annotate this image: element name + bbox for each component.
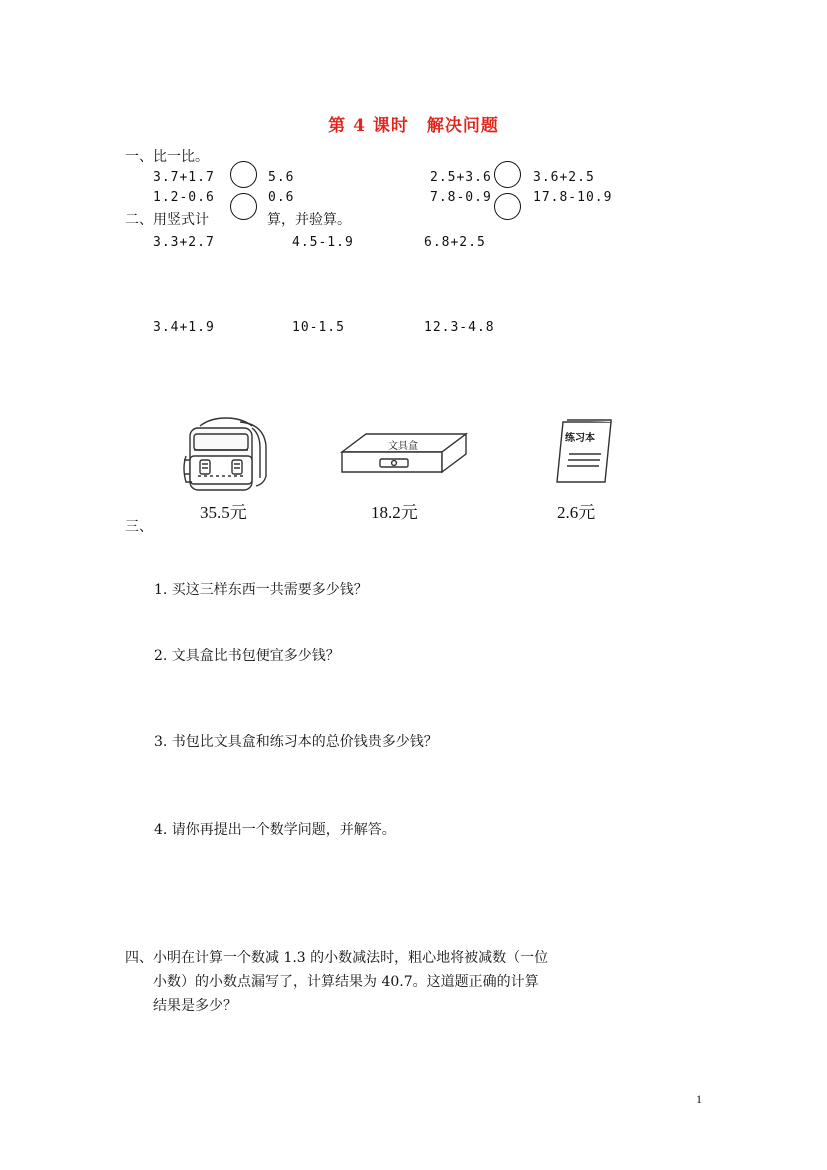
- notebook-icon: [555, 418, 613, 484]
- question: 2. 文具盒比书包便宜多少钱？: [154, 648, 340, 664]
- section3-heading: 三、: [125, 519, 153, 535]
- calc-problem: 3.4+1.9: [153, 320, 215, 335]
- page-title: 第 4 课时 解决问题: [328, 116, 499, 136]
- compare-expr: 3.7+1.7: [153, 170, 215, 185]
- notebook-label: 练习本: [565, 433, 595, 444]
- question: 1. 买这三样东西一共需要多少钱？: [154, 582, 368, 598]
- section2-heading-cont: 算，并验算。: [267, 212, 351, 228]
- section1-heading: 一、比一比。: [125, 149, 209, 165]
- section4-line: 小数）的小数点漏写了，计算结果为 40.7。这道题正确的计算: [153, 974, 539, 990]
- compare-circle[interactable]: [230, 161, 257, 188]
- question: 4. 请你再提出一个数学问题，并解答。: [154, 822, 396, 838]
- compare-expr: 0.6: [268, 190, 295, 205]
- compare-expr: 17.8-10.9: [533, 190, 613, 205]
- calc-problem: 10-1.5: [292, 320, 345, 335]
- question: 3. 书包比文具盒和练习本的总价钱贵多少钱？: [154, 734, 438, 750]
- compare-expr: 7.8-0.9: [430, 190, 492, 205]
- section4-line: 结果是多少？: [153, 998, 237, 1014]
- section2-heading: 二、用竖式计: [125, 212, 209, 228]
- calc-problem: 3.3+2.7: [153, 235, 215, 250]
- compare-expr: 3.6+2.5: [533, 170, 595, 185]
- section4-line: 小明在计算一个数减 1.3 的小数减法时，粗心地将被减数（一位: [153, 950, 549, 966]
- compare-circle[interactable]: [494, 193, 521, 220]
- backpack-icon: [180, 416, 272, 496]
- pencil-box-label: 文具盒: [388, 441, 418, 452]
- backpack-price: 35.5元: [200, 503, 247, 522]
- compare-circle[interactable]: [494, 161, 521, 188]
- notebook-price: 2.6元: [557, 503, 596, 522]
- compare-expr: 5.6: [268, 170, 295, 185]
- calc-problem: 6.8+2.5: [424, 235, 486, 250]
- section4-heading: 四、: [125, 950, 153, 966]
- calc-problem: 4.5-1.9: [292, 235, 354, 250]
- compare-expr: 1.2-0.6: [153, 190, 215, 205]
- compare-circle[interactable]: [230, 193, 257, 220]
- page-number: 1: [696, 1092, 702, 1106]
- compare-expr: 2.5+3.6: [430, 170, 492, 185]
- calc-problem: 12.3-4.8: [424, 320, 495, 335]
- pencil-box-price: 18.2元: [371, 503, 418, 522]
